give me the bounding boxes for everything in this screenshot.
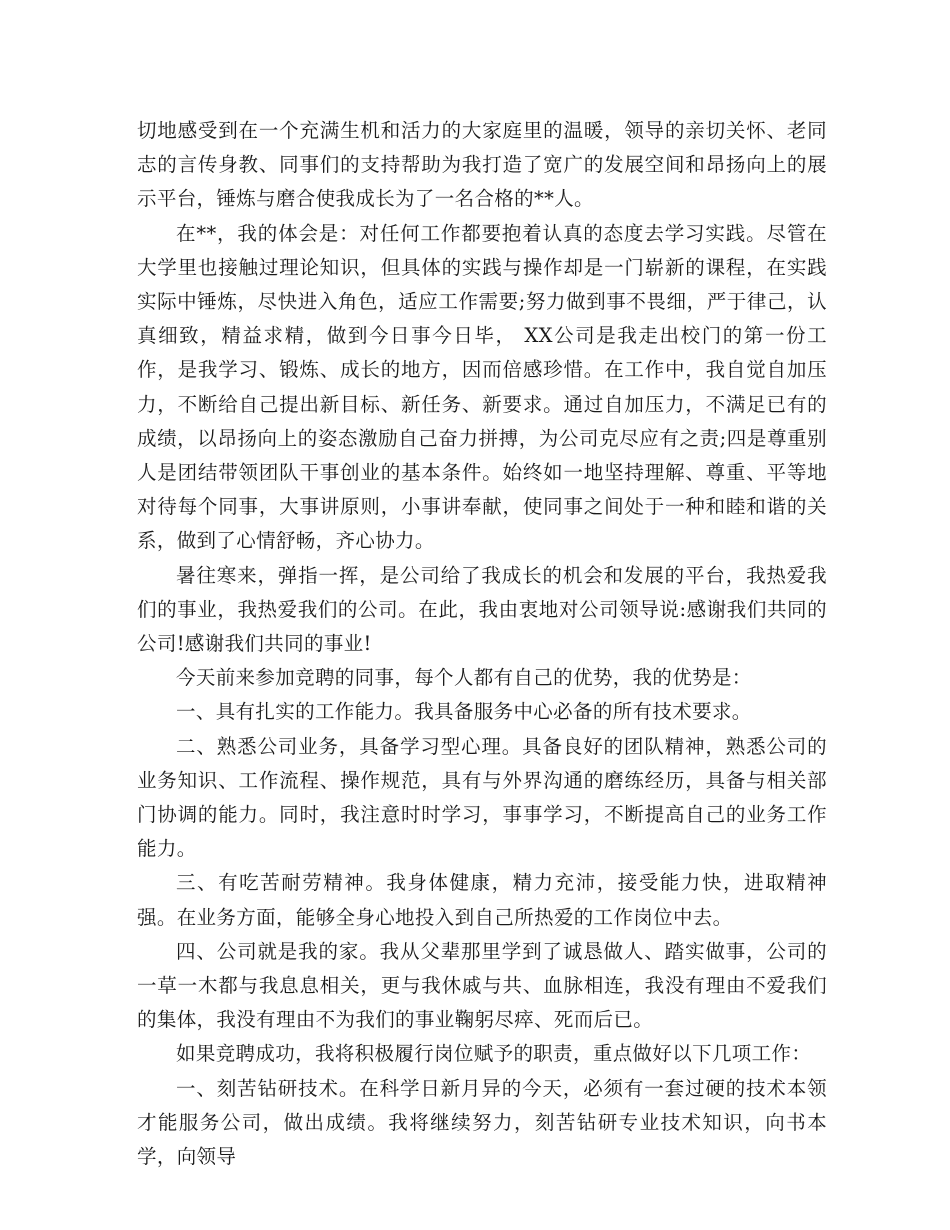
paragraph-advantage-1: 一、具有扎实的工作能力。我具备服务中心必备的所有技术要求。 (176, 700, 752, 724)
paragraph-continuation: 切地感受到在一个充满生机和活力的大家庭里的温暖，领导的亲切关怀、老同志的言传身教、同事们的支持帮助为我打造了宽广的发展空间和昂扬向上的展示平台，锤炼与磨合使我成长为了一名合格的**人。 (137, 119, 827, 211)
paragraph-gratitude: 暑往寒来，弹指一挥，是公司给了我成长的机会和发展的平台，我热爱我们的事业，我热爱我们的公司。在此，我由衷地对公司领导说:感谢我们共同的公司!感谢我们共同的事业! (137, 563, 827, 656)
paragraph-experience: 在**，我的体会是：对任何工作都要抱着认真的态度去学习实践。尽管在大学里也接触过理论知识，但具体的实践与操作却是一门崭新的课程，在实践实际中锤炼，尽快进入角色，适应工作需要;努力做到事不畏细，严于律己，认真细致，精益求精，做到今日事今日毕， XX公司是我走出校门的第一份工作，是我学习、锻炼、成长的地方，因而倍感珍惜。在工作中，我自觉自加压力，不断给自己提出新目标、新任务、新要求。通过自加压力，不满足已有的成绩，以昂扬向上的姿态激励自己奋力拼搏，为公司克尽应有之责;四是尊重别人是团结带领团队干事创业的基本条件。始终如一地坚持理解、尊重、平等地对待每个同事，大事讲原则，小事讲奉献，使同事之间处于一种和睦和谐的关系，做到了心情舒畅，齐心协力。 (137, 221, 827, 553)
paragraph-plan-1: 一、刻苦钻研技术。在科学日新月异的今天，必须有一套过硬的技术本领才能服务公司，做出成绩。我将继续努力，刻苦钻研专业技术知识，向书本学，向领导 (137, 1076, 827, 1169)
paragraph-plan-intro: 如果竞聘成功，我将积极履行岗位赋予的职责，重点做好以下几项工作： (176, 1042, 812, 1066)
paragraph-advantage-3: 三、有吃苦耐劳精神。我身体健康，精力充沛，接受能力快，进取精神强。在业务方面，能够全身心地投入到自己所热爱的工作岗位中去。 (137, 871, 827, 929)
paragraph-advantage-2: 二、熟悉公司业务，具备学习型心理。具备良好的团队精神，熟悉公司的业务知识、工作流程、操作规范，具有与外界沟通的磨练经历，具备与相关部门协调的能力。同时，我注意时时学习，事事学习，不断提高自己的业务工作能力。 (137, 734, 827, 861)
document-body (137, 114, 827, 1174)
paragraph-advantage-4: 四、公司就是我的家。我从父辈那里学到了诚恳做人、踏实做事，公司的一草一木都与我息息相关，更与我休戚与共、血脉相连，我没有理由不爱我们的集体，我没有理由不为我们的事业鞠躬尽瘁、死而后已。 (137, 939, 827, 1032)
paragraph-advantages-intro: 今天前来参加竞聘的同事，每个人都有自己的优势，我的优势是： (176, 666, 752, 690)
